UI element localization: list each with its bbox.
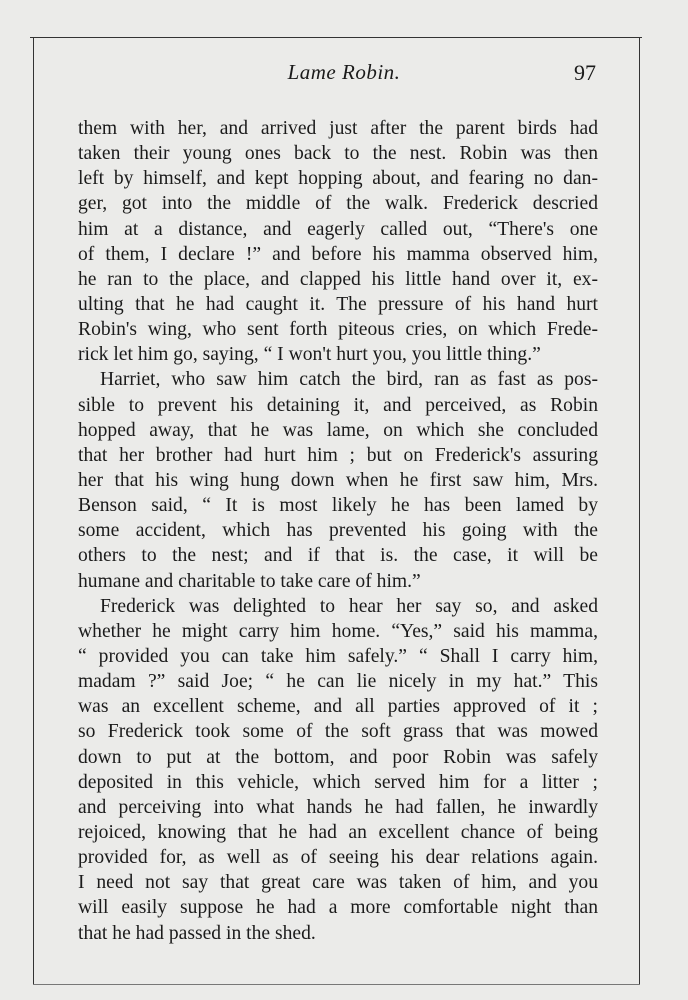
text-line: sible to prevent his detaining it, and perceived, as Robin (78, 394, 598, 416)
text-line: her that his wing hung down when he first saw him, Mrs. (78, 469, 598, 491)
text-line: of them, I declare !” and before his mamma observed him, (78, 243, 598, 265)
text-line: that her brother had hurt him ; but on Frederick's assuring (78, 444, 598, 466)
text-line: will easily suppose he had a more comfortable night than (78, 897, 598, 919)
text-line: that he had passed in the shed. (78, 922, 316, 944)
text-line: whether he might carry him home. “Yes,” said his mamma, (78, 620, 598, 642)
page-number: 97 (574, 60, 596, 85)
paragraph-first-line: Harriet, who saw him catch the bird, ran as fast as pos- (100, 369, 598, 391)
text-line: some accident, which has prevented his going with the (78, 520, 598, 542)
text-line: down to put at the bottom, and poor Robin was safely (78, 746, 598, 768)
text-line: humane and charitable to take care of him.” (78, 570, 421, 592)
text-line: rejoiced, knowing that he had an excellent chance of being (78, 821, 598, 843)
text-line: he ran to the place, and clapped his little hand over it, ex- (78, 268, 598, 290)
text-line: deposited in this vehicle, which served him for a litter ; (78, 771, 598, 793)
text-line: was an excellent scheme, and all parties approved of it ; (78, 696, 598, 718)
page-border-left (33, 37, 34, 985)
page-border-bottom (33, 984, 640, 985)
text-line: taken their young ones back to the nest. Robin was then (78, 143, 598, 165)
body-text (78, 116, 598, 946)
text-line: I need not say that great care was taken of him, and you (78, 872, 598, 894)
page-border-top (30, 37, 642, 38)
text-line: them with her, and arrived just after the parent birds had (78, 118, 598, 139)
text-line: “ provided you can take him safely.” “ Shall I carry him, (78, 645, 598, 667)
text-line: rick let him go, saying, “ I won't hurt you, you little thing.” (78, 344, 541, 366)
text-line: Robin's wing, who sent forth piteous cries, on which Frede- (78, 319, 598, 341)
text-line: madam ?” said Joe; “ he can lie nicely in my hat.” This (78, 671, 598, 693)
text-line: Benson said, “ It is most likely he has been lamed by (78, 495, 598, 517)
text-line: so Frederick took some of the soft grass that was mowed (78, 721, 598, 743)
page-border-right (639, 37, 640, 985)
text-line: others to the nest; and if that is. the case, it will be (78, 545, 598, 567)
text-line: left by himself, and kept hopping about, and fearing no dan- (78, 168, 598, 190)
text-line: ulting that he had caught it. The pressure of his hand hurt (78, 293, 598, 315)
text-line: ger, got into the middle of the walk. Frederick descried (78, 193, 598, 215)
running-header-title: Lame Robin. (287, 60, 401, 84)
text-line: him at a distance, and eagerly called out, “There's one (78, 218, 598, 240)
text-line: hopped away, that he was lame, on which she concluded (78, 419, 598, 441)
text-line: and perceiving into what hands he had fallen, he inwardly (78, 796, 598, 818)
text-line: provided for, as well as of seeing his dear relations again. (78, 847, 598, 869)
paragraph-first-line: Frederick was delighted to hear her say so, and asked (100, 595, 598, 617)
